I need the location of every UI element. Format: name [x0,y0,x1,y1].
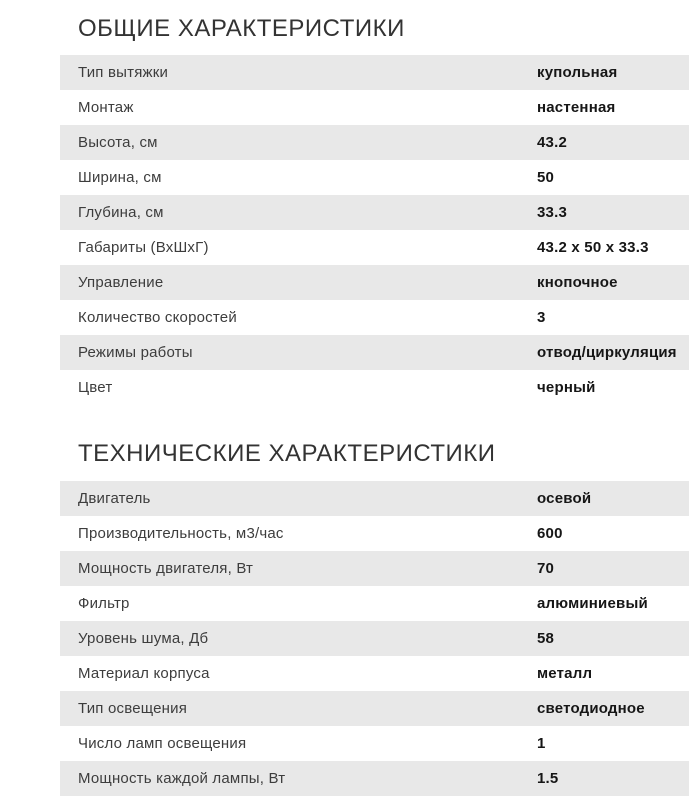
spec-value: металл [537,664,593,682]
spec-row [60,335,689,370]
spec-label: Фильтр [78,594,130,612]
spec-label: Габариты (ВхШхГ) [78,239,209,257]
spec-row [60,481,689,516]
spec-label: Режимы работы [78,344,193,362]
spec-value: отвод/циркуляция [537,344,677,362]
section-title: ОБЩИЕ ХАРАКТЕРИСТИКИ [78,15,405,42]
spec-row [60,230,689,265]
spec-row [60,621,689,656]
spec-row [60,761,689,796]
spec-label: Производительность, м3/час [78,524,284,542]
section-technical-characteristics [0,441,689,795]
spec-value: 33.3 [537,204,567,222]
spec-row [60,726,689,761]
spec-table [60,481,689,796]
spec-label: Цвет [78,379,113,397]
spec-label: Управление [78,274,164,292]
spec-label: Глубина, см [78,204,164,222]
spec-value: 43.2 x 50 x 33.3 [537,239,649,257]
spec-label: Уровень шума, Дб [78,629,209,647]
section-title: ТЕХНИЧЕСКИЕ ХАРАКТЕРИСТИКИ [78,440,496,468]
spec-value: купольная [537,64,618,82]
spec-label: Материал корпуса [78,664,210,682]
spec-label: Мощность двигателя, Вт [78,559,254,577]
spec-row [60,195,689,230]
spec-value: настенная [537,99,616,117]
spec-value: алюминиевый [537,594,648,612]
spec-row [60,55,689,90]
spec-value: 600 [537,524,563,542]
spec-value: 58 [537,629,555,647]
spec-value: 1 [537,734,546,752]
spec-value: 3 [537,309,546,327]
section-general-characteristics [0,16,689,405]
spec-row [60,516,689,551]
spec-value: черный [537,379,596,397]
spec-label: Монтаж [78,99,134,117]
spec-label: Число ламп освещения [78,734,247,752]
spec-label: Тип освещения [78,699,188,717]
spec-value: кнопочное [537,274,618,292]
spec-value: 50 [537,169,555,187]
spec-row [60,90,689,125]
spec-row [60,300,689,335]
spec-label: Мощность каждой лампы, Вт [78,769,286,787]
spec-row [60,586,689,621]
spec-row [60,691,689,726]
spec-value: 70 [537,559,555,577]
spec-value: 43.2 [537,134,567,152]
spec-value: осевой [537,489,592,507]
spec-table [60,55,689,405]
spec-label: Высота, см [78,134,158,152]
spec-label: Количество скоростей [78,309,237,327]
spec-row [60,265,689,300]
spec-value: 1.5 [537,769,559,787]
spec-row [60,160,689,195]
spec-row [60,656,689,691]
spec-label: Ширина, см [78,169,162,187]
spec-value: светодиодное [537,699,645,717]
spec-label: Двигатель [78,489,151,507]
spec-row [60,125,689,160]
spec-label: Тип вытяжки [78,64,169,82]
spec-row [60,370,689,405]
spec-row [60,551,689,586]
